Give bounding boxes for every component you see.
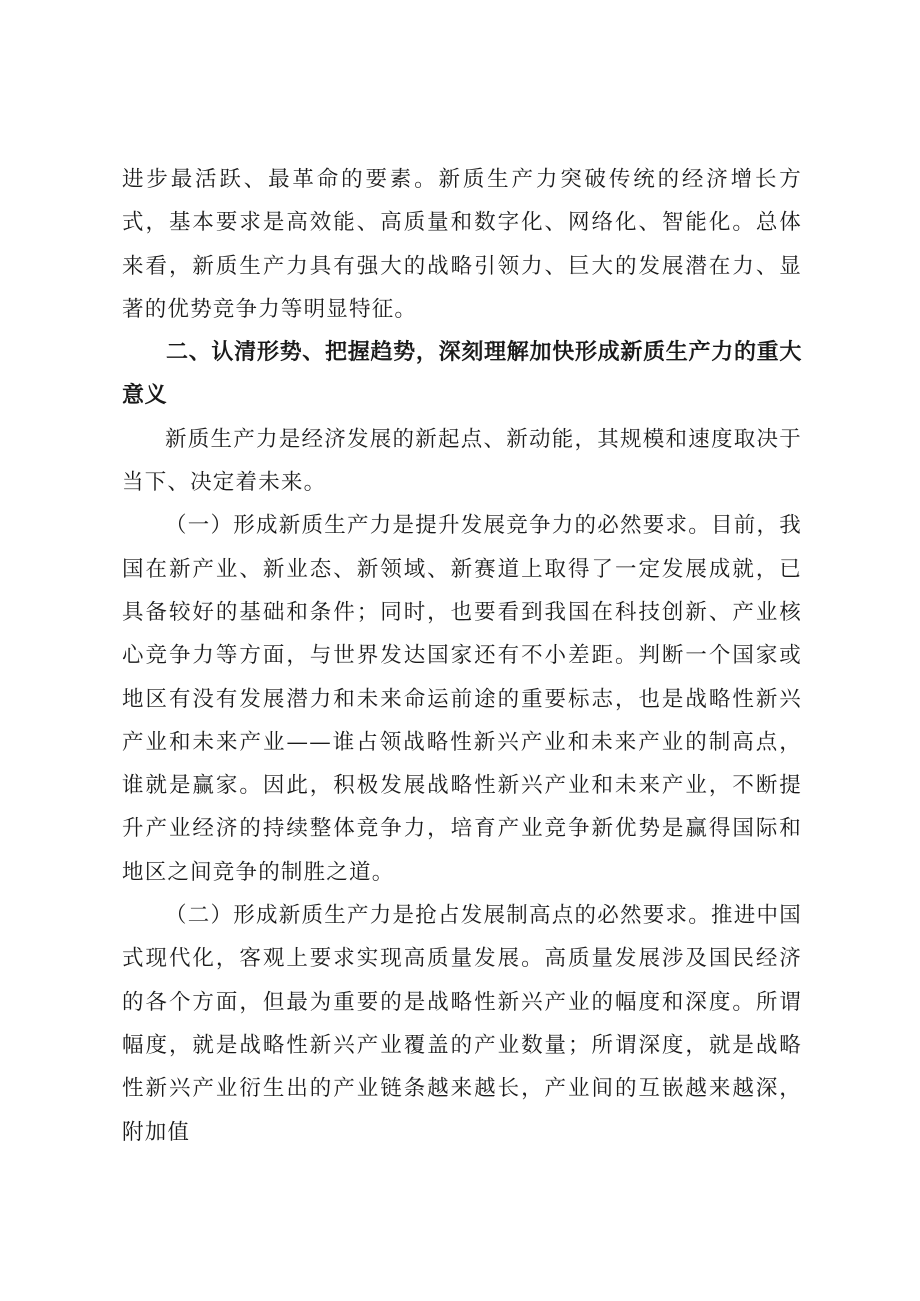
body-paragraph-3: （一）形成新质生产力是提升发展竞争力的必然要求。目前，我国在新产业、新业态、新领域、新赛道上取得了一定发展成就，已具备较好的基础和条件；同时，也要看到我国在科技创新、产业核心竞争力等方面，与世界发达国家还有不小差距。判断一个国家或地区有没有发展潜力和未来命运前途的重要标志，也是战略性新兴产业和未来产业——谁占领战略性新兴产业和未来产业的制高点，谁就是赢家。因此，积极发展战略性新兴产业和未来产业，不断提升产业经济的持续整体竞争力，培育产业竞争新优势是赢得国际和地区之间竞争的制胜之道。 [122,513,802,885]
body-paragraph-1: 进步最活跃、最革命的要素。新质生产力突破传统的经济增长方式，基本要求是高效能、高质量和数字化、网络化、智能化。总体来看，新质生产力具有强大的战略引领力、巨大的发展潜在力、显著的优势竞争力等明显特征。 [122,167,802,322]
section-heading: 二、认清形势、把握趋势，深刻理解加快形成新质生产力的重大意义 [122,340,802,409]
body-paragraph-4: （二）形成新质生产力是抢占发展制高点的必然要求。推进中国式现代化，客观上要求实现高质量发展。高质量发展涉及国民经济的各个方面，但最为重要的是战略性新兴产业的幅度和深度。所谓幅度，就是战略性新兴产业覆盖的产业数量；所谓深度，就是战略性新兴产业衍生出的产业链条越来越长，产业间的互嵌越来越深，附加值 [122,903,802,1145]
body-paragraph-2: 新质生产力是经济发展的新起点、新动能，其规模和速度取决于当下、决定着未来。 [122,426,802,496]
